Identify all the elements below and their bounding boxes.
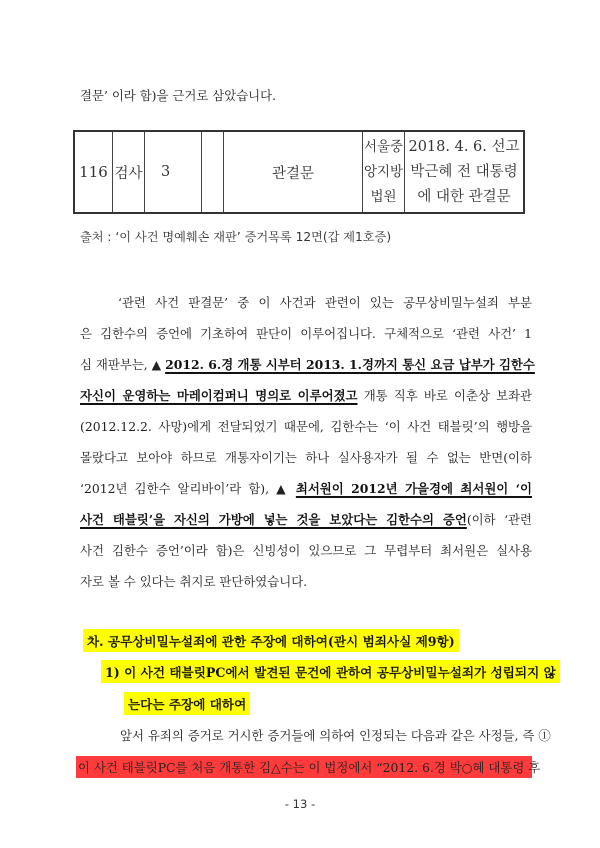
subsection-heading: 1) 이 사건 태블릿PC에서 발견된 문건에 관하여 공무상비밀누설죄가 성립되지 않 [101, 660, 560, 683]
cell-volume: 3 [145, 132, 202, 212]
desc-line: 박근혜 전 대통령 [410, 163, 518, 180]
paragraph-line: 자로 볼 수 있다는 취지로 판단하였습니다. [80, 574, 308, 589]
paragraph-line: 은 김한수의 증언에 기초하여 판단이 이루어집니다. 구체적으로 ‘관련 사건’ 1 [80, 326, 532, 341]
evidence-table-row [73, 130, 525, 214]
paragraph-line: 사건 김한수 증언’이라 함)은 신빙성이 있으므로 그 무렵부터 최서원은 실사용 [80, 543, 532, 558]
underlined-text: 사건 태블릿’을 자신의 가방에 넣는 것을 보았다는 김한수의 증언 [80, 512, 467, 527]
cell-description [405, 132, 523, 212]
cell-blank [202, 132, 224, 212]
cell-number: 116 [75, 132, 113, 212]
paragraph-line: 몰랐다고 보아야 하므로 개통자이기는 하나 실사용자가 될 수 없는 반면(이하 [80, 450, 532, 465]
court-line: 법원 [370, 188, 397, 205]
cell-court [363, 132, 405, 212]
court-line: 서울중 [363, 138, 404, 155]
desc-line: 2018. 4. 6. 선고 [408, 138, 520, 155]
page-number: - 13 - [284, 797, 316, 811]
desc-line: 에 대한 관결문 [417, 188, 511, 205]
table-caption: 출처 : ‘이 사건 명예훼손 재판’ 증거목록 12면(갑 제1호증) [80, 230, 392, 244]
body-line: 앞서 유죄의 증거로 거시한 증거들에 의하여 인정되는 다음과 같은 사정들, 즉 ① [120, 728, 551, 743]
paragraph-line: 자신이 운영하는 마레이컴퍼니 명의로 이루어졌고 개통 직후 바로 이춘상 보좌관 [80, 388, 532, 403]
paragraph-line: ‘관련 사건 판결문’ 중 이 사건과 관련이 있는 공무상비밀누설죄 부분 [118, 295, 532, 310]
cell-title: 관결문 [224, 132, 363, 212]
court-line: 앙지방 [363, 163, 404, 180]
paragraph-line: 심 재판부는, ▲ 2012. 6.경 개통 시부터 2013. 1.경까지 통신 요금 납부가 김한수 [80, 357, 535, 372]
underlined-text: 자신이 운영하는 마레이컴퍼니 명의로 이루어졌고 [80, 388, 358, 403]
subsection-heading-continued: 는다는 주장에 대하여 [124, 692, 250, 715]
paragraph-line: ‘2012년 김한수 알리바이’라 함), ▲ 최서원이 2012년 가을경에 최서원이 ‘이 [80, 481, 532, 496]
highlighted-testimony-line: 이 사건 태블릿PC를 처음 개통한 김△수는 이 법정에서 “2012. 6.경 박○혜 대통령 후 [76, 756, 532, 778]
underlined-text: 2012. 6.경 개통 시부터 2013. 1.경까지 통신 요금 납부가 김한수 [165, 357, 535, 372]
cell-type: 검사 [113, 132, 145, 212]
paragraph-line: (2012.12.2. 사망)에게 전달되었기 때문에, 김한수는 ‘이 사건 태블릿’의 행방을 [80, 419, 532, 434]
paragraph-line: 사건 태블릿’을 자신의 가방에 넣는 것을 보았다는 김한수의 증언(이하 ‘관련 [80, 512, 532, 527]
underlined-text: 최서원이 2012년 가을경에 최서원이 ‘이 [295, 481, 532, 496]
top-line: 결문’ 이라 함)을 근거로 삼았습니다. [80, 88, 277, 103]
section-heading-cha: 차. 공무상비밀누설죄에 관한 주장에 대하여(관시 범죄사실 제9항) [83, 629, 459, 652]
